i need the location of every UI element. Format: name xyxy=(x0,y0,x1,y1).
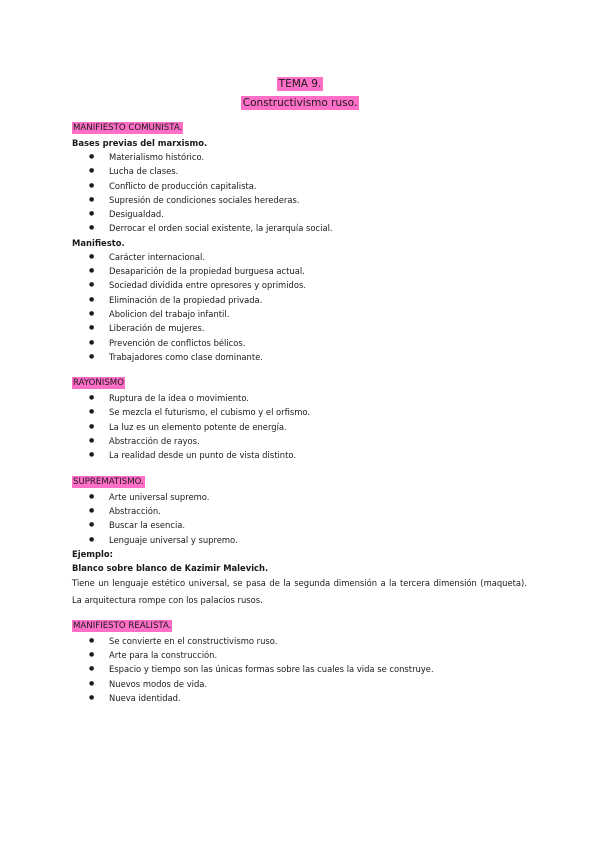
list-item: ● Eliminación de la propiedad privada. xyxy=(72,293,527,307)
heading-manifiesto-comunista: MANIFIESTO COMUNISTA. xyxy=(73,123,183,133)
list-item: ● La realidad desde un punto de vista distinto. xyxy=(72,448,527,462)
title-line-1: TEMA 9. xyxy=(278,78,322,90)
list-item: ● Se mezcla el futurismo, el cubismo y el orfismo. xyxy=(72,405,527,419)
list-item: ● Trabajadores como clase dominante. xyxy=(72,350,527,364)
list-item: ● Espacio y tiempo son las únicas formas sobre las cuales la vida se construye. xyxy=(72,662,527,676)
example-label: Ejemplo: xyxy=(72,548,113,559)
heading-suprematismo: SUPREMATISMO. xyxy=(73,476,144,487)
title-line-2: Constructivismo ruso. xyxy=(242,97,358,109)
list-item: ● Desigualdad. xyxy=(72,207,527,221)
list-item: ● La luz es un elemento potente de energía. xyxy=(72,420,527,434)
list-item: ● Abstracción de rayos. xyxy=(72,434,527,448)
list-item: ● Desaparición de la propiedad burguesa actual. xyxy=(72,264,527,278)
list-item: ● Ruptura de la idea o movimiento. xyxy=(72,391,527,405)
list-item: ● Se convierte en el constructivismo ruso. xyxy=(72,634,527,648)
list-realista xyxy=(72,634,527,705)
list-item: ● Sociedad dividida entre opresores y oprimidos. xyxy=(72,278,527,292)
list-bases xyxy=(72,150,527,236)
example-paragraph: Tiene un lenguaje estético universal, se pasa de la segunda dimensión a la tercera dimensión (maqueta). La arquitectura rompe con los palacios rusos. xyxy=(72,577,527,605)
document-content xyxy=(72,122,527,705)
example-title: Blanco sobre blanco de Kazimir Malevich. xyxy=(72,562,269,573)
list-item: ● Materialismo histórico. xyxy=(72,150,527,164)
list-item: ● Lenguaje universal y supremo. xyxy=(72,533,527,547)
list-item: ● Derrocar el orden social existente, la jerarquía social. xyxy=(72,221,527,235)
list-item: ● Prevención de conflictos bélicos. xyxy=(72,336,527,350)
subheading-bases: Bases previas del marxismo. xyxy=(72,138,208,148)
list-item: ● Liberación de mujeres. xyxy=(72,321,527,335)
title-block xyxy=(0,72,600,110)
list-item: ● Carácter internacional. xyxy=(72,250,527,264)
list-item: ● Supresión de condiciones sociales herederas. xyxy=(72,193,527,207)
list-item: ● Abstracción. xyxy=(72,504,527,518)
heading-rayonismo: RAYONISMO xyxy=(73,378,124,389)
list-item: ● Conflicto de producción capitalista. xyxy=(72,179,527,193)
list-item: ● Arte universal supremo. xyxy=(72,490,527,504)
heading-manifiesto-realista: MANIFIESTO REALISTA. xyxy=(73,620,172,631)
list-item: ● Abolicion del trabajo infantil. xyxy=(72,307,527,321)
list-item: ● Nuevos modos de vida. xyxy=(72,677,527,691)
list-item: ● Buscar la esencia. xyxy=(72,518,527,532)
list-manifiesto xyxy=(72,250,527,364)
list-item: ● Arte para la construcción. xyxy=(72,648,527,662)
list-item: ● Nueva identidad. xyxy=(72,691,527,705)
list-suprematismo xyxy=(72,490,527,547)
subheading-manifiesto: Manifiesto. xyxy=(72,237,125,248)
list-item: ● Lucha de clases. xyxy=(72,164,527,178)
list-rayonismo xyxy=(72,391,527,462)
